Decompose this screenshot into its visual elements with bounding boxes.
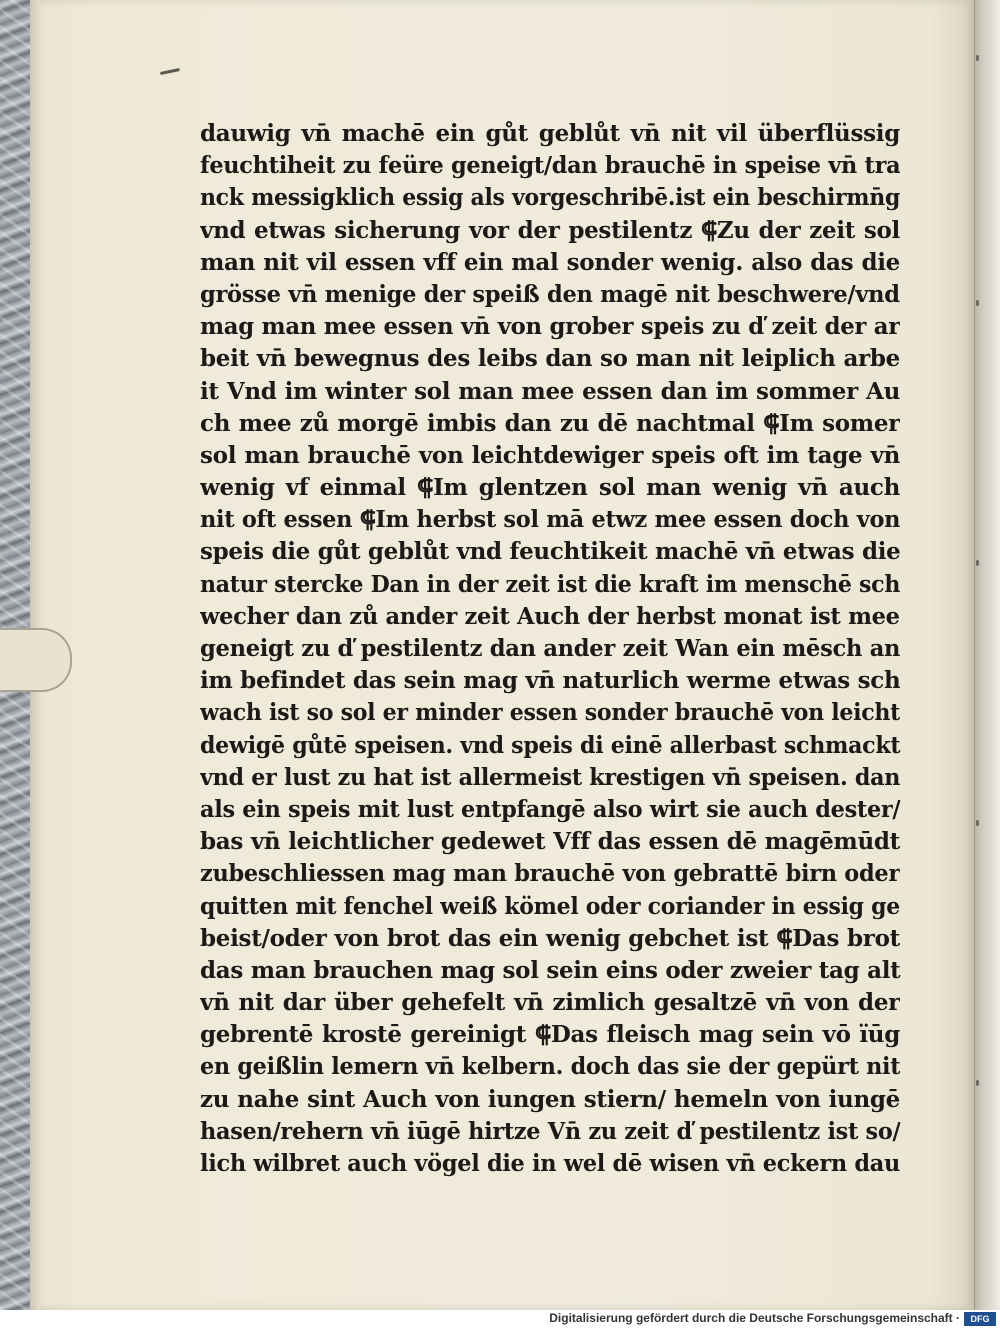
binding-gutter xyxy=(974,0,1000,1310)
funding-credit: Digitalisierung gefördert durch die Deutsche Forschungsgemeinschaft · xyxy=(549,1311,960,1325)
text-line: mag man mee essen vn̄ von grober speis zu ď zeit der ar xyxy=(200,313,900,341)
text-line: als ein speis mit lust entpfangē also wirt sie auch dester/ xyxy=(200,795,901,823)
binding-thread xyxy=(976,55,979,61)
text-line: wenig vf einmal ⸿Im glentzen sol man wenig vn̄ auch xyxy=(200,474,900,502)
binding-thread xyxy=(976,820,979,826)
text-line: feuchtiheit zu feüre geneigt/dan brauchē in speise vn̄ tra xyxy=(200,152,901,180)
text-line: it Vnd im winter sol man mee essen dan im sommer Au xyxy=(200,377,900,405)
text-line: quitten mit fenchel weiß kömel oder coriander in essig ge xyxy=(200,892,900,920)
text-line: geneigt zu ď pestilentz dan ander zeit Wan ein mēsch an xyxy=(200,635,901,662)
text-block xyxy=(200,118,900,1180)
text-line: wach ist so sol er minder essen sonder brauchē von leicht xyxy=(200,699,900,727)
text-line: zubeschliessen mag man brauchē von gebrattē birn oder xyxy=(200,860,900,888)
text-line: dauwig vn̄ machē ein gůt geblůt vn̄ nit vil überflüssig xyxy=(200,120,900,147)
text-line: im befindet das sein mag vn̄ naturlich werme etwas sch xyxy=(200,667,900,695)
text-line: nck messigklich essig als vorgeschribē.ist ein beschirmn̄g xyxy=(200,184,901,212)
text-line: lich wilbret auch vögel die in wel dē wisen vn̄ eckern dau xyxy=(200,1150,901,1177)
text-line: vnd er lust zu hat ist allermeist krestigen vn̄ speisen. dan xyxy=(200,763,901,791)
binding-strap xyxy=(0,628,72,692)
text-line: speis die gůt geblůt vnd feuchtikeit machē vn̄ etwas die xyxy=(200,538,901,566)
text-line: vn̄ nit dar über gehefelt vn̄ zimlich gesaltzē vn̄ von der xyxy=(200,989,900,1017)
text-line: bas vn̄ leichtlicher gedewet Vff das essen dē magēmūdt xyxy=(200,828,900,856)
text-line: beit vn̄ bewegnus des leibs dan so man nit leiplich arbe xyxy=(200,345,900,373)
text-line: hasen/rehern vn̄ iūgē hirtze Vn̄ zu zeit ď pestilentz ist so/ xyxy=(200,1117,901,1145)
text-line: nit oft essen ⸿Im herbst sol mā etwz mee essen doch von xyxy=(200,506,900,534)
binding-thread xyxy=(976,300,979,306)
text-line: das man brauchen mag sol sein eins oder zweier tag alt xyxy=(200,956,901,984)
text-line: sol man brauchē von leichtdewiger speis oft im tage vn̄ xyxy=(200,441,900,469)
text-line: gebrentē krostē gereinigt ⸿Das fleisch mag sein vō ïūg xyxy=(200,1021,900,1049)
text-line: en geißlin lemern vn̄ kelbern. doch das sie der gepürt nit xyxy=(200,1053,901,1081)
text-line: natur stercke Dan in der zeit ist die kraft im menschē sch xyxy=(200,570,901,598)
binding-thread xyxy=(976,1080,979,1086)
text-line: dewigē gůtē speisen. vnd speis di einē allerbast schmackt xyxy=(200,731,901,759)
footer-bar xyxy=(0,1310,1000,1328)
binding-thread xyxy=(976,560,979,566)
text-line: zu nahe sint Auch von iungen stiern/ hemeln von iungē xyxy=(200,1085,900,1113)
text-line: vnd etwas sicherung vor der pestilentz ⸿Zu der zeit sol xyxy=(200,216,900,244)
text-line: man nit vil essen vff ein mal sonder wenig. also das die xyxy=(200,248,900,276)
text-line: grösse vn̄ menige der speiß den magē nit beschwere/vnd xyxy=(200,280,900,308)
dfg-logo: DFG xyxy=(964,1312,996,1326)
text-line: beist/oder von brot das ein wenig gebchet ist ⸿Das brot xyxy=(200,924,900,952)
text-line: wecher dan zů ander zeit Auch der herbst monat ist mee xyxy=(200,602,900,630)
text-line: ch mee zů morgē imbis dan zu dē nachtmal ⸿Im somer xyxy=(200,409,900,437)
